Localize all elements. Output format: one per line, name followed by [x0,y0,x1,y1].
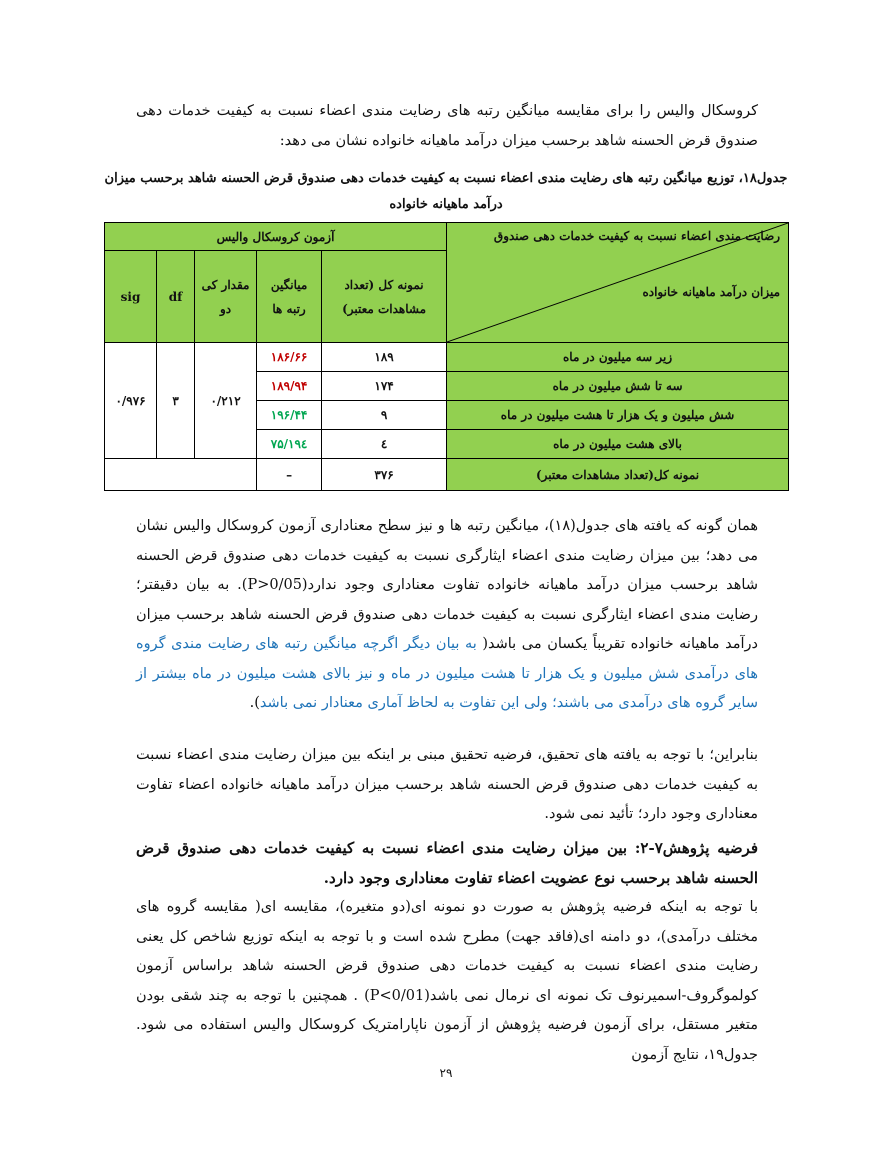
row-label: شش میلیون و یک هزار تا هشت میلیون در ماه [447,401,789,430]
findings-paragraph [136,512,758,719]
findings-text: همان گونه که یافته های جدول(۱۸)، میانگین رتبه ها و نیز سطح معناداری آزمون کروسکال والیس نشان می دهد؛ بین میزان رضایت مندی اعضاء ایثارگری نسبت به کیفیت خدمات دهی صندوق قرض الحسنه شاهد برحسب میزان درآمد ماهیانه خانواده تفاوت معناداری وجود ندارد(P>0/05). به بیان دقیقتر؛ رضایت مندی اعضاء ایثارگری نسبت به کیفیت خدمات دهی صندوق قرض الحسنه شاهد برحسب میزان درآمد ماهیانه خانواده تقریباً یکسان می باشد( [136,518,758,652]
table-corner-cell [447,223,789,343]
hypothesis-heading: فرضیه پژوهش۷-۲: بین میزان رضایت مندی اعضاء نسبت به کیفیت خدمات دهی صندوق قرض الحسنه شاهد برحسب نوع عضویت اعضاء تفاوت معناداری وجود دارد. [136,839,758,887]
total-mean: – [257,459,322,491]
col-header-n: نمونه کل (تعداد مشاهدات معتبر) [322,251,447,343]
method-paragraph: با توجه به اینکه فرضیه پژوهش به صورت دو نمونه ای(دو متغیره)، مقایسه ای( مقایسه گروه های مختلف درآمدی)، دو دامنه ای(فاقد جهت) مطرح شده است و با توجه به اینکه توزیع شاخص کل یعنی رضایت مندی اعضاء نسبت به کیفیت خدمات دهی صندوق قرض الحسنه شاهد براساس آزمون کولموگروف-اسمیرنوف تک نمونه ای نرمال نمی باشد(P<0/01) . همچنین با توجه به چند شقی بودن متغیر مستقل، برای آزمون فرضیه پژوهش از آزمون ناپارامتریک کروسکال والیس استفاده می شود. جدول۱۹، نتایج آزمون [136,899,758,1063]
row-n: ۹ [322,401,447,430]
table-caption: جدول۱۸، توزیع میانگین رتبه های رضایت مندی اعضاء نسبت به کیفیت خدمات دهی صندوق قرض الحسنه شاهد برحسب میزان درآمد ماهیانه خانواده [104,171,788,212]
total-n: ۳۷۶ [322,459,447,491]
sig-value: ۰/۹۷۶ [105,343,157,459]
col-header-chi: مقدار کی دو [195,251,257,343]
intro-paragraph: کروسکال والیس را برای مقایسه میانگین رتبه های رضایت مندی اعضاء نسبت به کیفیت خدمات دهی صندوق قرض الحسنه شاهد برحسب میزان درآمد ماهیانه خانواده نشان می دهد: [136,103,758,149]
col-header-sig: sig [105,251,157,343]
findings-note: به بیان دیگر اگرچه میانگین رتبه های رضایت مندی گروه های درآمدی شش میلیون و یک هزار تا هشت میلیون در ماه و نیز بالای هشت میلیون در ماه بیشتر از سایر گروه های درآمدی می باشند؛ ولی این تفاوت به لحاظ آماری معنادار نمی باشد [136,636,758,711]
row-mean: ۱۹٤/۷۵ [257,430,322,459]
chi-square-value: ۰/۲۱۲ [195,343,257,459]
row-mean: ۱۹۶/۴۴ [257,401,322,430]
corner-top-label: رضایت مندی اعضاء نسبت به کیفیت خدمات دهی صندوق [493,229,781,243]
row-n: ۱۸۹ [322,343,447,372]
total-label: نمونه کل(تعداد مشاهدات معتبر) [447,459,789,491]
col-header-df: df [157,251,195,343]
group-header: آزمون کروسکال والیس [105,223,447,251]
col-header-mean: میانگین رتبه ها [257,251,322,343]
corner-bottom-label: میزان درآمد ماهیانه خانواده [642,285,781,299]
total-empty-cell [105,459,257,491]
row-mean: ۱۸۹/۹۴ [257,372,322,401]
results-table [104,222,789,491]
conclusion-paragraph: بنابراین؛ با توجه به یافته های تحقیق، فرضیه تحقیق مبنی بر اینکه بین میزان رضایت مندی اعضاء نسبت به کیفیت خدمات دهی صندوق قرض الحسنه شاهد برحسب میزان درآمد ماهیانه خانواده اعضاء تفاوت معناداری وجود دارد؛ تأئید نمی شود. [136,747,758,822]
row-n: ٤ [322,430,447,459]
row-mean: ۱۸۶/۶۶ [257,343,322,372]
row-label: سه تا شش میلیون در ماه [447,372,789,401]
row-label: زیر سه میلیون در ماه [447,343,789,372]
df-value: ۳ [157,343,195,459]
row-n: ۱۷۴ [322,372,447,401]
row-label: بالای هشت میلیون در ماه [447,430,789,459]
findings-close: ). [249,695,260,711]
page-number: ۲۹ [439,1066,453,1080]
